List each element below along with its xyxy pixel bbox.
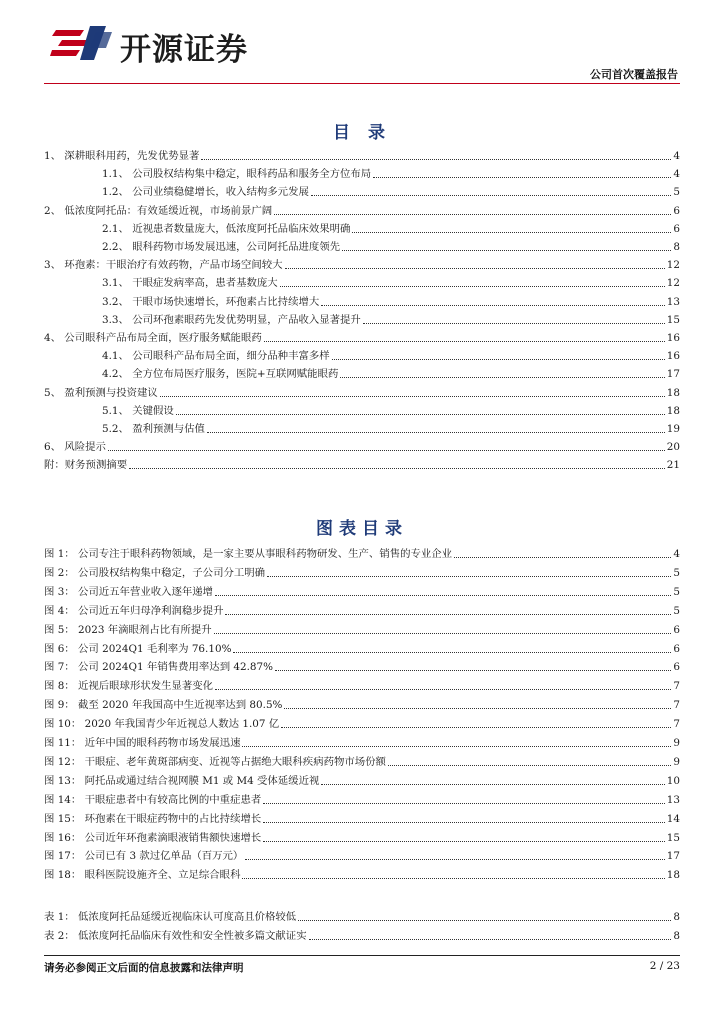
figure-entry[interactable] (44, 827, 680, 845)
toc-entry[interactable] (44, 163, 680, 181)
dot-leader (245, 859, 664, 860)
dot-leader (264, 341, 665, 342)
entry-label: 图 2： 公司股权结构集中稳定，子公司分工明确 (44, 566, 266, 579)
entry-label: 图 6： 公司 2024Q1 毛利率为 76.10% (44, 642, 232, 655)
entry-label: 表 2： 低浓度阿托品临床有效性和安全性被多篇文献证实 (44, 929, 307, 942)
dot-leader (342, 250, 671, 251)
brand-logo (50, 22, 270, 68)
dot-leader (332, 359, 665, 360)
figure-entry[interactable] (44, 808, 680, 826)
dot-leader (160, 396, 665, 397)
dot-leader (309, 939, 672, 940)
dot-leader (281, 727, 671, 728)
toc-entry[interactable] (44, 236, 680, 254)
entry-label: 图 9： 截至 2020 年我国高中生近视率达到 80.5% (44, 699, 283, 712)
entry-page-number: 17 (666, 368, 680, 381)
entry-label: 4.1、 公司眼科产品布局全面，细分品种丰富多样 (102, 350, 330, 363)
figure-entry[interactable] (44, 656, 680, 674)
page-number: 2 / 23 (649, 960, 680, 972)
entry-label: 图 17： 公司已有 3 款过亿单品（百万元） (44, 850, 244, 863)
toc-entry[interactable] (44, 145, 680, 163)
figure-entry[interactable] (44, 581, 680, 599)
entry-page-number: 15 (666, 831, 680, 844)
entry-page-number: 8 (673, 929, 680, 942)
entry-page-number: 4 (673, 548, 680, 560)
entry-label: 图 18： 眼科医院设施齐全、立足综合眼科 (44, 869, 241, 882)
entry-label: 图 3： 公司近五年营业收入逐年递增 (44, 585, 214, 598)
entry-label: 2、 低浓度阿托品：有效延缓近视，市场前景广阔 (44, 204, 273, 217)
entry-page-number: 6 (673, 204, 680, 217)
entry-label: 图 12： 干眼症、老年黄斑部病变、近视等占据绝大眼科疾病药物市场份额 (44, 755, 386, 768)
toc-entry[interactable] (44, 363, 680, 381)
toc-entry[interactable] (44, 327, 680, 345)
dot-leader (263, 803, 665, 804)
entry-page-number: 10 (666, 774, 680, 787)
dot-leader (388, 765, 671, 766)
entry-label: 1.1、 公司股权结构集中稳定，眼科药品和服务全方位布局 (102, 168, 372, 181)
entry-page-number: 8 (673, 241, 680, 253)
figure-entry[interactable] (44, 543, 680, 561)
toc-entry[interactable] (44, 418, 680, 436)
table-entry[interactable] (44, 906, 680, 924)
figure-entry[interactable] (44, 845, 680, 863)
dot-leader (215, 595, 671, 596)
entry-page-number: 18 (666, 386, 680, 399)
figure-entry[interactable] (44, 638, 680, 656)
dot-leader (363, 323, 665, 324)
legal-disclaimer: 请务必参阅正文后面的信息披露和法律声明 (44, 962, 244, 974)
entry-label: 1.2、 公司业绩稳健增长，收入结构多元发展 (102, 186, 309, 199)
entry-label: 附：财务预测摘要 (44, 459, 128, 472)
brand-logo-icon (50, 22, 114, 64)
entry-label: 图 4： 公司近五年归母净利润稳步提升 (44, 604, 224, 617)
dot-leader (321, 784, 664, 785)
dot-leader (321, 305, 665, 306)
dot-leader (108, 450, 665, 451)
entry-label: 3.3、 公司环孢素眼药先发优势明显，产品收入显著提升 (102, 313, 361, 326)
entry-label: 2.2、 眼科药物市场发展迅速，公司阿托品进度领先 (102, 241, 341, 253)
figure-entry[interactable] (44, 770, 680, 788)
entry-page-number: 13 (666, 793, 680, 806)
entry-label: 图 7： 公司 2024Q1 年销售费用率达到 42.87% (44, 661, 274, 674)
entry-label: 表 1： 低浓度阿托品延缓近视临床认可度高且价格较低 (44, 911, 297, 923)
entry-page-number: 12 (666, 259, 680, 272)
entry-page-number: 9 (673, 755, 680, 768)
dot-leader (280, 286, 665, 287)
dot-leader (274, 214, 671, 215)
entry-page-number: 20 (666, 441, 680, 454)
toc-entry[interactable] (44, 254, 680, 272)
figure-entry[interactable] (44, 694, 680, 712)
entry-page-number: 19 (666, 423, 680, 435)
dot-leader (373, 177, 671, 178)
entry-label: 3.2、 干眼市场快速增长，环孢素占比持续增大 (102, 295, 320, 308)
dot-leader (242, 878, 664, 879)
toc-entry[interactable] (44, 200, 680, 218)
dot-leader (176, 414, 665, 415)
toc-entry[interactable] (44, 454, 680, 472)
dot-leader (215, 689, 671, 690)
entry-label: 图 15： 环孢素在干眼症药物中的占比持续增长 (44, 812, 262, 825)
entry-label: 图 5： 2023 年滴眼剂占比有所提升 (44, 623, 212, 636)
entry-page-number: 8 (673, 911, 680, 923)
entry-page-number: 13 (666, 295, 680, 308)
dot-leader (275, 670, 671, 671)
dot-leader (352, 232, 671, 233)
entry-page-number: 7 (673, 718, 680, 731)
entry-label: 2.1、 近视患者数量庞大，低浓度阿托品临床效果明确 (102, 222, 351, 235)
entry-page-number: 17 (666, 850, 680, 863)
entry-page-number: 6 (673, 222, 680, 235)
figure-entry[interactable] (44, 789, 680, 807)
dot-leader (207, 432, 665, 433)
entry-page-number: 15 (666, 313, 680, 326)
figure-entry[interactable] (44, 619, 680, 637)
entry-page-number: 9 (673, 737, 680, 749)
dot-leader (233, 652, 671, 653)
toc-title: 目 录 (333, 123, 391, 143)
report-type-label: 公司首次覆盖报告 (590, 68, 678, 81)
entry-page-number: 18 (666, 404, 680, 417)
entry-label: 3、 环孢素：干眼治疗有效药物，产品市场空间较大 (44, 259, 283, 272)
toc-entry[interactable] (44, 291, 680, 309)
table-entry[interactable] (44, 925, 680, 943)
entry-page-number: 5 (673, 566, 680, 579)
dot-leader (201, 159, 671, 160)
toc-entry[interactable] (44, 181, 680, 199)
entry-label: 5.2、 盈利预测与估值 (102, 423, 205, 435)
toc-entry[interactable] (44, 345, 680, 363)
entry-label: 图 16： 公司近年环孢素滴眼液销售额快速增长 (44, 831, 262, 844)
entry-label: 1、 深耕眼科用药，先发优势显著 (44, 150, 200, 162)
figure-entry[interactable] (44, 751, 680, 769)
figure-entry[interactable] (44, 864, 680, 882)
dot-leader (267, 576, 671, 577)
dot-leader (263, 841, 665, 842)
entry-page-number: 5 (673, 186, 680, 199)
entry-label: 图 1： 公司专注于眼科药物领域，是一家主要从事眼科药物研发、生产、销售的专业企业 (44, 548, 453, 560)
entry-label: 4.2、 全方位布局医疗服务，医院+互联网赋能眼药 (102, 368, 339, 381)
entry-page-number: 4 (673, 168, 680, 181)
figure-entry[interactable] (44, 562, 680, 580)
entry-label: 6、 风险提示 (44, 441, 106, 454)
header-divider (44, 83, 680, 84)
entry-page-number: 16 (666, 350, 680, 363)
figure-entry[interactable] (44, 732, 680, 750)
entry-page-number: 6 (673, 661, 680, 674)
figure-entry[interactable] (44, 600, 680, 618)
figure-entry[interactable] (44, 675, 680, 693)
dot-leader (454, 557, 671, 558)
brand-name: 开源证券 (120, 32, 248, 68)
entry-label: 图 10： 2020 年我国青少年近视总人数达 1.07 亿 (44, 718, 280, 731)
dot-leader (284, 708, 671, 709)
entry-page-number: 14 (666, 812, 680, 825)
entry-page-number: 16 (666, 332, 680, 344)
entry-label: 图 11： 近年中国的眼科药物市场发展迅速 (44, 737, 241, 749)
dot-leader (214, 633, 672, 634)
toc-entry[interactable] (44, 218, 680, 236)
entry-page-number: 18 (666, 869, 680, 882)
entry-label: 图 14： 干眼症患者中有较高比例的中重症患者 (44, 793, 262, 806)
dot-leader (285, 268, 665, 269)
toc-entry[interactable] (44, 272, 680, 290)
toc-entry[interactable] (44, 400, 680, 418)
dot-leader (311, 195, 672, 196)
dot-leader (242, 746, 671, 747)
dot-leader (263, 822, 665, 823)
entry-label: 4、 公司眼科产品布局全面，医疗服务赋能眼药 (44, 332, 262, 344)
entry-page-number: 6 (673, 623, 680, 636)
entry-label: 3.1、 干眼症发病率高，患者基数庞大 (102, 277, 278, 290)
entry-page-number: 4 (673, 150, 680, 162)
entry-page-number: 5 (673, 585, 680, 598)
dot-leader (340, 377, 664, 378)
entry-page-number: 7 (673, 699, 680, 712)
entry-label: 5、 盈利预测与投资建议 (44, 386, 158, 399)
figure-entry[interactable] (44, 713, 680, 731)
entry-page-number: 5 (673, 604, 680, 617)
figures-title: 图表目录 (316, 519, 408, 539)
entry-page-number: 6 (673, 642, 680, 655)
entry-label: 5.1、 关键假设 (102, 404, 174, 417)
dot-leader (129, 468, 665, 469)
entry-label: 图 13： 阿托品或通过结合视网膜 M1 或 M4 受体延缓近视 (44, 774, 320, 787)
entry-label: 图 8： 近视后眼球形状发生显著变化 (44, 680, 214, 693)
entry-page-number: 21 (666, 459, 680, 472)
entry-page-number: 12 (666, 277, 680, 290)
dot-leader (225, 614, 671, 615)
dot-leader (298, 920, 671, 921)
toc-entry[interactable] (44, 309, 680, 327)
toc-entry[interactable] (44, 382, 680, 400)
entry-page-number: 7 (673, 680, 680, 693)
toc-entry[interactable] (44, 436, 680, 454)
footer-divider (44, 955, 680, 956)
